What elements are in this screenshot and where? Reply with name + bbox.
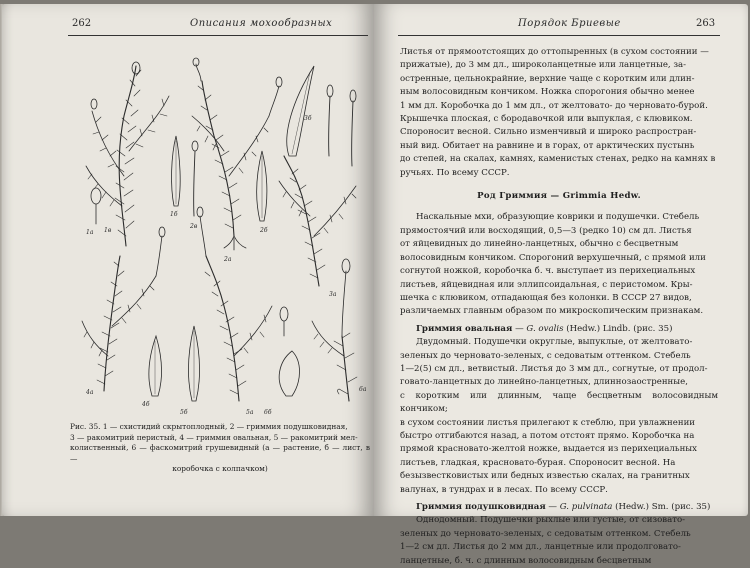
text-line: до степей, на скалах, камнях, каменистых стенах, редко на камнях в <box>400 154 716 165</box>
right-page-text <box>400 46 718 568</box>
label-3a: 3а <box>329 291 337 298</box>
species-name: Гриммия подушковидная <box>416 502 546 512</box>
text-line: 1—2(5) см дл., ветвистый. Листья до 3 мм дл., согнутые, от продол- <box>400 363 708 374</box>
text-line: согнутой ножкой, коробочка б. ч. выступает из перихециальных <box>400 266 696 277</box>
text-line: Наскальные мхи, образующие коврики и подушечки. Стебель <box>416 212 700 223</box>
header-rule-right <box>398 35 720 36</box>
species-heading-ovalis: Гриммия овальная — G. ovalis (Hedw.) Lindb. (рис. 35) <box>416 323 673 334</box>
genus-paragraph <box>400 211 718 318</box>
text-line: Двудомный. Подушечки округлые, выпуклые, от желтовато- <box>416 337 693 348</box>
text-line: Листья от прямоотстоящих до оттопыренных (в сухом состоянии — <box>400 47 709 57</box>
species-latin: G. ovalis <box>526 323 564 334</box>
text-line: от яйцевидных до линейно-ланцетных, обычно с бесцветным <box>400 239 679 250</box>
leaf-4b <box>149 336 162 396</box>
text-line: быстро отгибаются назад, а потом отстоят прямо. Коробочка на <box>400 430 695 441</box>
species-latin: G. pulvinata <box>559 502 613 512</box>
plant-6a-illustration <box>312 259 357 401</box>
text-line: Однодомный. Подушечки рыхлые или густые, от сизовато- <box>416 515 686 526</box>
text-line: в сухом состоянии листья прилегают к стеблю, при увлажнении <box>400 417 696 428</box>
text-line: ручьях. По всему СССР. <box>400 167 510 178</box>
species-ovalis-paragraph <box>400 336 718 497</box>
text-line: ный вид. Обитает на равнине и в горах, от арктических пустынь <box>400 140 695 151</box>
left-page <box>2 4 374 516</box>
text-line: безызвестковистых или бедных известью скалах, на гранитных <box>400 471 690 482</box>
label-2a: 2а <box>224 256 232 263</box>
genus-heading: Род Гриммия — Grimmia Hedw. <box>477 191 641 202</box>
text-line: различаемых главным образом по микроскопическим признакам. <box>400 306 704 317</box>
species-heading-pulvinata: Гриммия подушковидная — G. pulvinata (Hedw.) Sm. (рис. 35) <box>416 502 711 512</box>
text-line: Спороносит весной. Сильно изменчивый и широко распростран- <box>400 127 697 138</box>
label-4b: 4б <box>142 401 150 408</box>
text-line: прижатые), до 3 мм дл., широколанцетные или ланцетные, за- <box>400 60 687 71</box>
text-line: ланцетные, б. ч. с длинным волосовидным бесцветным <box>400 555 652 566</box>
text-line: остренные, цельнокрайние, верхние чаще с коротким или длин- <box>400 73 695 84</box>
caption-line: коробочка с колпачком) <box>172 464 268 474</box>
running-title-left: Описания мохообразных <box>190 18 333 29</box>
continued-paragraph <box>400 46 718 180</box>
text-line: листьев, гладкая, красновато-бурая. Спороносит весной. На <box>400 457 676 468</box>
plant-3a-illustration <box>279 156 356 286</box>
label-6b: 6б <box>264 409 272 416</box>
text-line: прямостоячий или восходящий, 0,5—3 (редко 10) см дл. Листья <box>400 225 692 236</box>
leaf-3b <box>287 66 314 156</box>
species-author: (Hedw.) Lindb. (рис. 35) <box>566 323 673 334</box>
plant-4a-illustration <box>82 227 165 391</box>
caption-line: 3 — ракомитрий перистый, 4 — гриммия овальная, 5 — ракомитрий мел- <box>70 432 358 442</box>
plant-2a-illustration <box>192 58 282 250</box>
label-2c: 2в <box>190 223 198 230</box>
text-line: ным волосовидным кончиком. Ножка спорогония обычно менее <box>400 87 695 98</box>
text-line: зеленых до черновато-зеленых, с седоватым оттенком. Стебель <box>400 350 691 361</box>
leaf-2b <box>257 151 267 221</box>
label-4a: 4а <box>86 389 94 396</box>
text-line: 1—2 см дл. Листья до 2 мм дл., ланцетные или продолговато- <box>400 542 681 553</box>
text-line: Крышечка плоская, с бородавочкой или выпуклая, с клювиком. <box>400 114 693 125</box>
text-line: прямой красновато-желтой ножке, выдается из перихециальных <box>400 444 697 455</box>
leaf-6b <box>279 351 299 396</box>
text-line: волосовидным кончиком. Спорогоний верхушечный, с прямой или <box>400 252 706 263</box>
page-number-left: 262 <box>72 18 92 29</box>
label-5b: 5б <box>180 409 188 416</box>
label-2b: 2б <box>260 227 268 234</box>
label-3b: 3б <box>304 115 312 122</box>
text-line: шечка с клювиком, отпадающая без колонки. В СССР 27 видов, <box>400 292 692 303</box>
text-line: с коротким или длинным, чаще бесцветным волосовидным кончиком; <box>400 390 718 415</box>
text-line: говато-ланцетных до линейно-ланцетных, длиннозаостренные, <box>400 377 688 388</box>
species-pulvinata-paragraph <box>400 514 718 568</box>
caption-line: Рис. 35. 1 — схистидий скрытоплодный, 2 — гриммия подушковидная, <box>70 422 348 431</box>
header-rule-left <box>68 35 368 36</box>
plant-1a-illustration <box>86 62 169 246</box>
caption-line: колиственный, 6 — фаскомитрий грушевидный (а — растение, б — лист, в — <box>70 443 370 463</box>
right-page <box>374 4 748 566</box>
label-6a: 6а <box>359 386 367 393</box>
label-1a: 1а <box>86 229 94 236</box>
label-1c: 1в <box>104 227 112 234</box>
text-line: 1 мм дл. Коробочка до 1 мм дл., от желтовато- до черновато-бурой. <box>400 100 708 111</box>
text-line: зеленых до черновато-зеленых, с седоватым оттенком. Стебель <box>400 528 691 539</box>
species-name: Гриммия овальная <box>416 323 513 334</box>
label-1b: 1б <box>170 211 178 218</box>
moss-illustration-plate <box>74 56 374 421</box>
figure-caption <box>70 422 370 475</box>
label-5a: 5а <box>246 409 254 416</box>
text-line: листьев, яйцевидная или эллипсоидальная, с перистомом. Кры- <box>400 279 693 290</box>
species-author: (Hedw.) Sm. (рис. 35) <box>615 502 711 512</box>
running-title-right: Порядок Бриевые <box>518 18 621 29</box>
page-number-right: 263 <box>696 18 716 29</box>
text-line: валунах, в тундрах и в лесах. По всему СССР. <box>400 484 608 495</box>
